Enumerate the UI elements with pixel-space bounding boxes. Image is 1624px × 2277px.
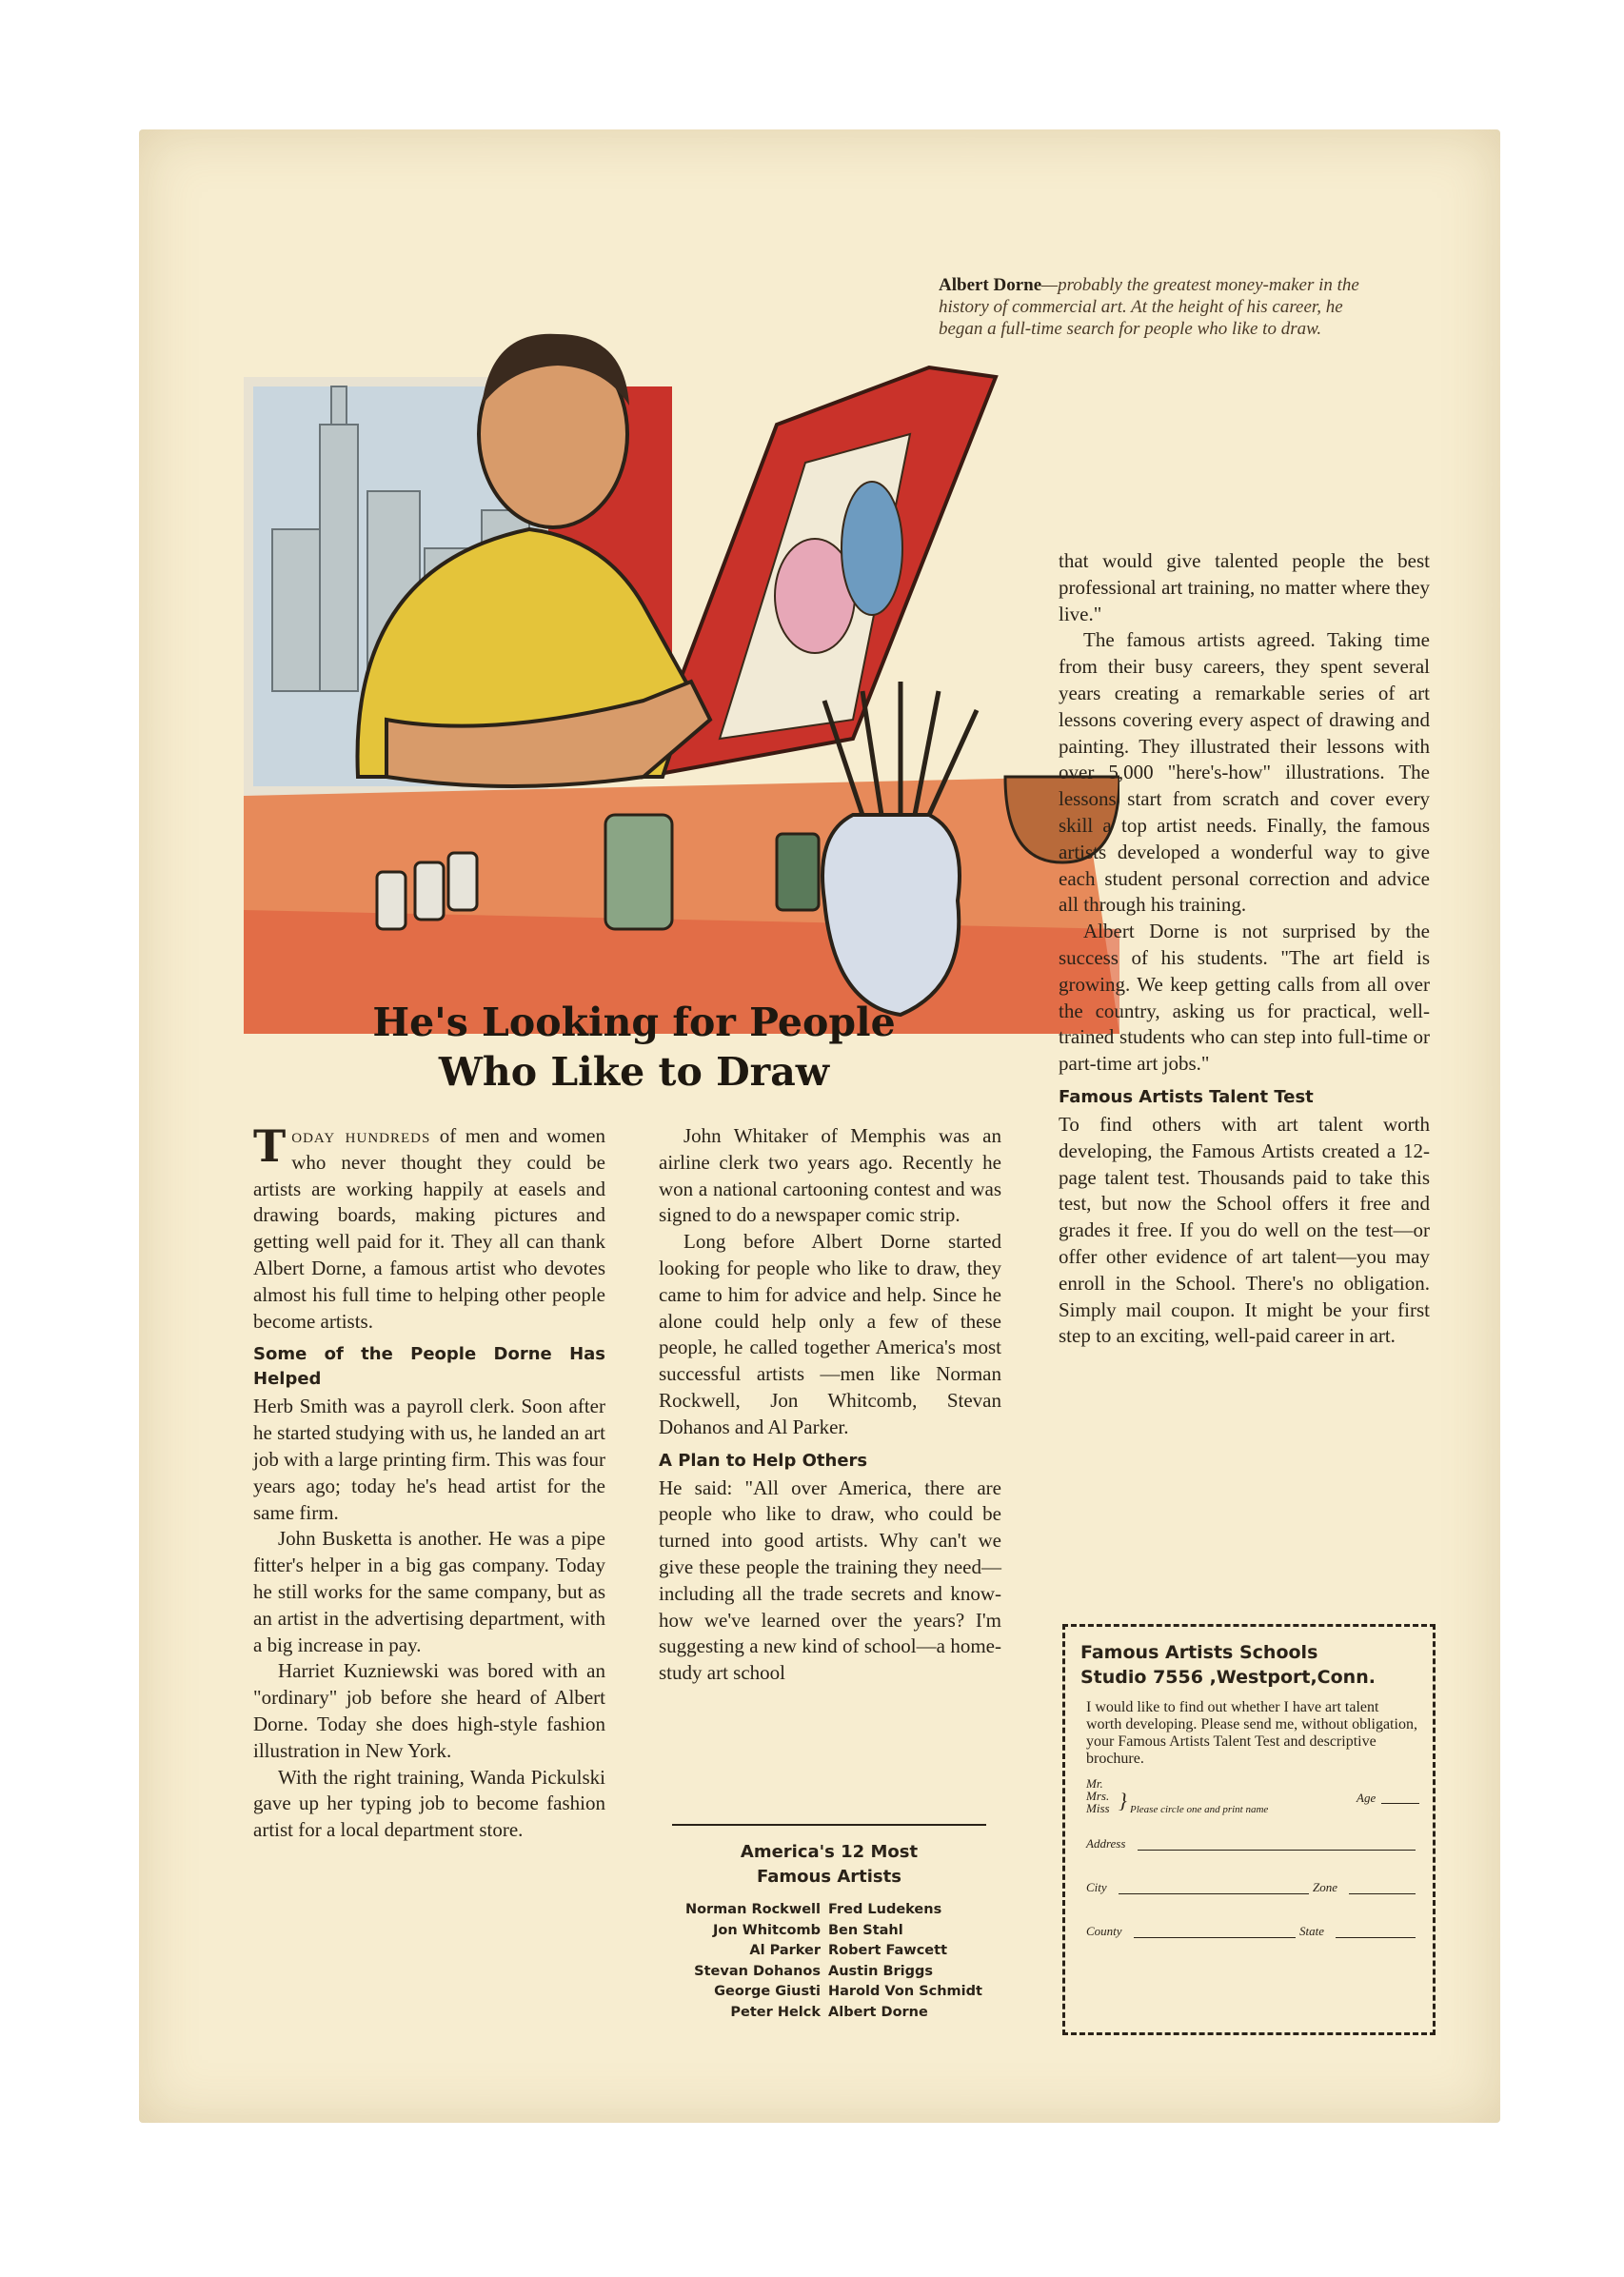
age-field[interactable] <box>1381 1791 1419 1804</box>
brace-icon: } <box>1119 1789 1127 1812</box>
artist-name: Austin Briggs <box>828 1963 934 1979</box>
address-label: Address <box>1086 1836 1126 1851</box>
intro-text: of men and women who never thought they could be artists are working happily at easels and drawing boards, making pictures and getting well paid for it. They all can thank Albert Dorne, a famous artist who devotes almost his full time to helping other people become artists. <box>253 1124 605 1333</box>
headline-line-2: Who Like to Draw <box>438 1049 830 1095</box>
paragraph: Harriet Kuzniewski was bored with an "ordinary" job before she heard of Albert Dorne. Today she does high-style fashion illustration in New York. <box>253 1659 605 1762</box>
county-field[interactable] <box>1134 1924 1296 1938</box>
circle-note: Please circle one and print name <box>1130 1804 1269 1815</box>
city-field[interactable] <box>1119 1880 1309 1894</box>
artists-title-line-1: America's 12 Most <box>740 1842 919 1862</box>
section-heading-people-helped: Some of the People Dorne Has Helped <box>253 1344 605 1390</box>
city-label: City <box>1086 1880 1107 1894</box>
caption-text: —probably the greatest money-maker in the history of commercial art. At the height of his career, he began a full-time search for people who like to draw. <box>939 275 1359 339</box>
intro-lead: oday hundreds <box>291 1124 431 1147</box>
artist-row <box>653 1941 1015 1962</box>
artist-name: Robert Fawcett <box>828 1943 947 1958</box>
artist-row <box>653 2003 1015 2024</box>
headline <box>329 998 939 1097</box>
artist-name: Peter Helck <box>730 2004 821 2020</box>
coupon-address-field[interactable] <box>1080 1821 1417 1869</box>
paragraph: Herb Smith was a payroll clerk. Soon after he started studying with us, he landed an art job with a large printing firm. This was four years ago; today he's head artist for the same firm. <box>253 1395 605 1524</box>
zone-label: Zone <box>1313 1880 1337 1894</box>
artist-name: Norman Rockwell <box>684 1902 821 1917</box>
artists-title-line-2: Famous Artists <box>757 1867 901 1887</box>
paragraph: Albert Dorne is not surprised by the success of his students. "The art field is growing. We keep getting calls from all over the country, asking us for practical, well-trained students who can step into full-time or part-time art jobs." <box>1059 920 1430 1076</box>
artist-row <box>653 1921 1015 1942</box>
artists-box-title <box>672 1840 986 1890</box>
address-field[interactable] <box>1138 1836 1416 1851</box>
paragraph: that would give talented people the best professional art training, no matter where they live." <box>1059 549 1430 625</box>
state-label: State <box>1299 1924 1324 1938</box>
paragraph: John Busketta is another. He was a pipe fitter's helper in a big gas company. Today he still works for the same company, but as an artist in the advertising department, with a big increase in pay. <box>253 1527 605 1656</box>
section-heading-talent-test: Famous Artists Talent Test <box>1059 1086 1314 1107</box>
paragraph: Long before Albert Dorne started looking for people who like to draw, they came to him for advice and help. Since he alone could help only a few of these people, he called together America's most successful artists —men like Norman Rockwell, Jon Whitcomb, Stevan Dohanos and Al Parker. <box>659 1230 1001 1438</box>
headline-line-1: He's Looking for People <box>372 1000 896 1045</box>
column-3 <box>1059 548 1430 1350</box>
state-field[interactable] <box>1336 1924 1416 1938</box>
column-2 <box>659 1123 1001 1687</box>
artist-row <box>653 1962 1015 1983</box>
coupon-name-line[interactable] <box>1080 1777 1417 1821</box>
artist-name: George Giusti <box>714 1984 821 1999</box>
paragraph: The famous artists agreed. Taking time from their busy careers, they spent several years creating a remarkable series of art lessons covering every aspect of drawing and painting. They illustrated their lessons with over 5,000 "here's-how" illustrations. The lessons start from scratch and cover every skill a top artist needs. Finally, the famous artists developed a wonderful way to give each student personal correction and advice all through his training. <box>1059 628 1430 917</box>
salutation-miss[interactable]: Miss <box>1086 1801 1110 1815</box>
illustration-caption <box>939 274 1376 340</box>
artist-name: Stevan Dohanos <box>694 1963 821 1979</box>
artist-name: Albert Dorne <box>828 2004 928 2020</box>
intro-paragraph <box>253 1120 605 1335</box>
artists-list <box>653 1900 1015 2023</box>
age-label: Age <box>1357 1791 1376 1805</box>
divider <box>672 1824 986 1826</box>
artist-row <box>653 1982 1015 2003</box>
artist-row <box>653 1900 1015 1921</box>
salutation-mrs[interactable]: Mrs. <box>1086 1789 1110 1803</box>
paragraph: He said: "All over America, there are people who like to draw, who could be turned into good artists. Why can't we give these people the training they need—including all the trade secrets and know-how we've learned over the years? I'm suggesting a new kind of school—a home-study art school <box>659 1475 1001 1685</box>
salutation-mr[interactable]: Mr. <box>1086 1776 1103 1791</box>
artist-name: Al Parker <box>749 1943 821 1958</box>
paragraph: John Whitaker of Memphis was an airline clerk two years ago. Recently he won a national cartooning contest and was signed to do a newspaper comic strip. <box>659 1124 1001 1227</box>
paragraph: With the right training, Wanda Pickulski gave up her typing job to become fashion artist for a local department store. <box>253 1765 605 1842</box>
coupon-school-name: Famous Artists Schools <box>1080 1642 1318 1663</box>
coupon-county-state[interactable] <box>1080 1916 1417 1964</box>
drop-cap: T <box>253 1120 287 1172</box>
coupon-address-line: Studio 7556 ,Westport,Conn. <box>1080 1667 1376 1688</box>
paragraph: To find others with art talent worth developing, the Famous Artists created a 12-page talent test. Thousands paid to take this test, but now the School offers it free and grades it free. If you do well on the test—or offer other evidence of art talent—you may enroll in the School. There's no obligation. Simply mail coupon. It might be your first step to an exciting, well-paid career in art. <box>1059 1112 1430 1348</box>
coupon-city-zone[interactable] <box>1080 1869 1417 1916</box>
coupon-body: I would like to find out whether I have art talent worth developing. Please send me, without obligation, your Famous Artists Talent Test and descriptive brochure. <box>1086 1699 1417 1767</box>
section-heading-plan: A Plan to Help Others <box>659 1450 868 1471</box>
zone-field[interactable] <box>1349 1880 1416 1894</box>
ad-page <box>139 129 1500 2123</box>
column-1 <box>253 1120 605 1844</box>
caption-name: Albert Dorne <box>939 275 1042 295</box>
county-label: County <box>1086 1924 1122 1938</box>
mail-coupon[interactable] <box>1062 1624 1436 2035</box>
albert-dorne-illustration <box>244 244 1119 1034</box>
artist-name: Ben Stahl <box>828 1922 903 1938</box>
artist-name: Jon Whitcomb <box>713 1922 821 1938</box>
artist-name: Fred Ludekens <box>828 1902 942 1917</box>
artist-name: Harold Von Schmidt <box>828 1984 982 1999</box>
